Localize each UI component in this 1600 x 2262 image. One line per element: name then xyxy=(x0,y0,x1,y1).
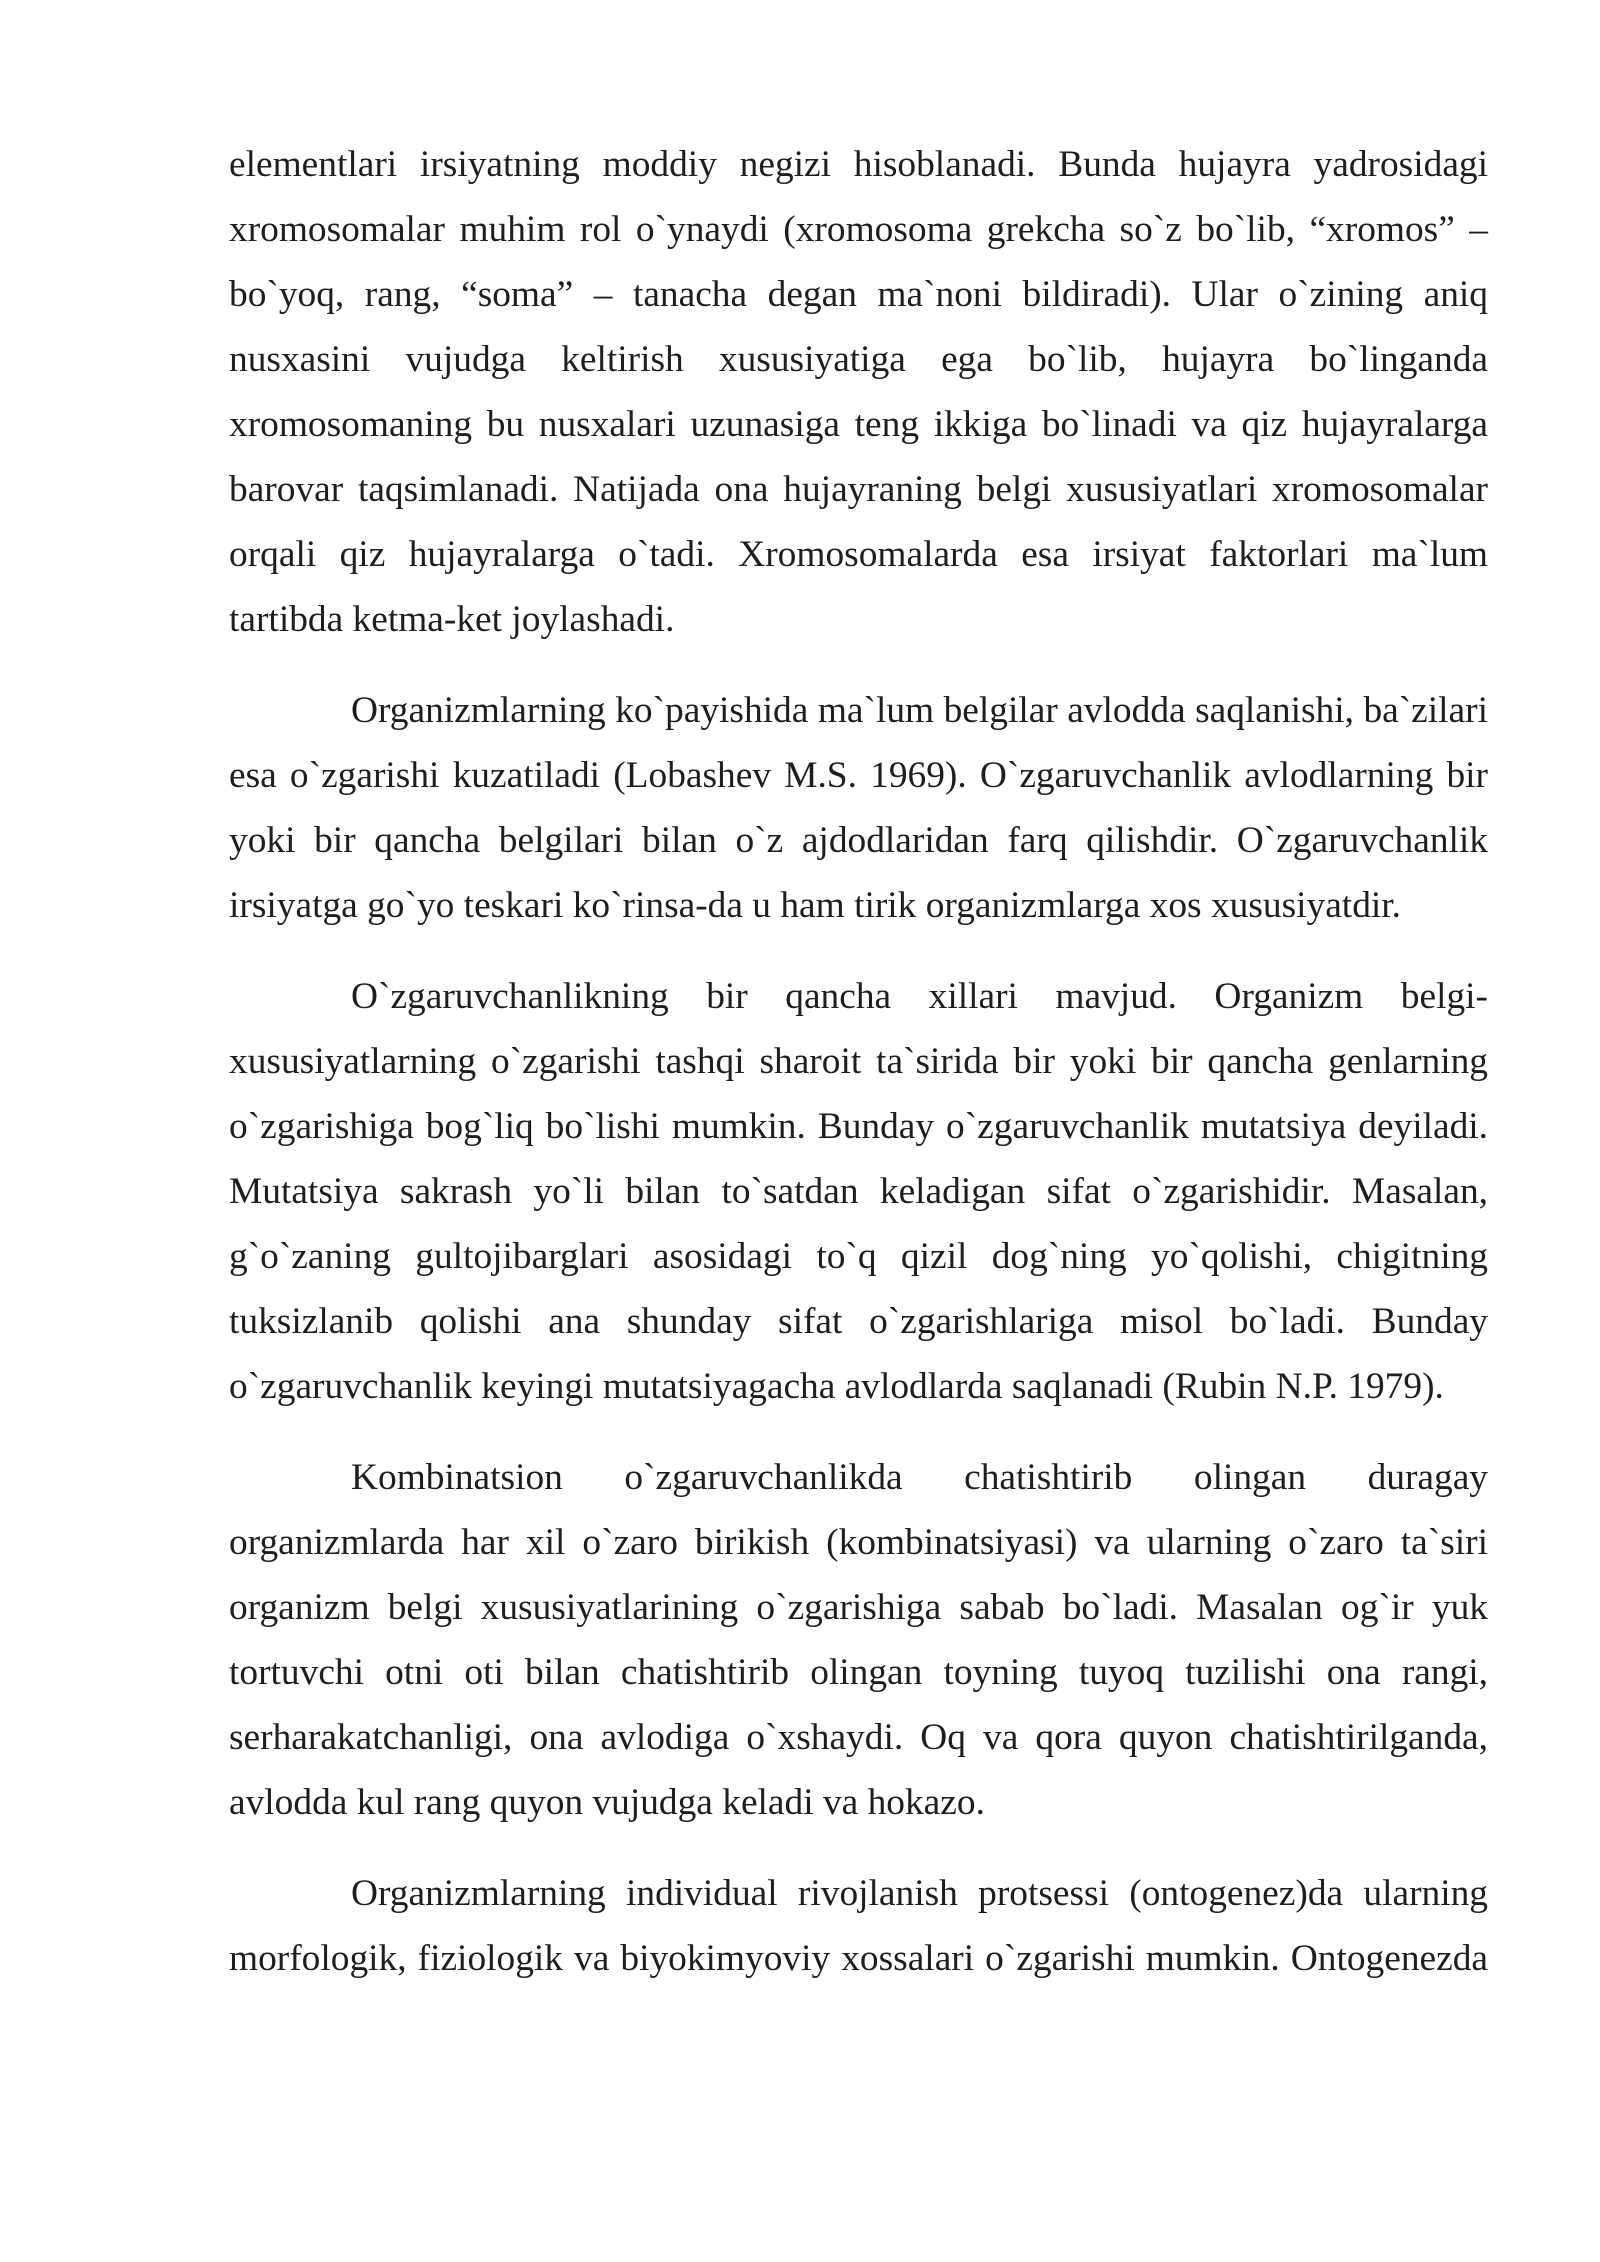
paragraph-combinational-variability: Kombinatsion o`zgaruvchanlikda chatishtirib olingan duragay organizmlarda har xil o`zaro birikish (kombinatsiyasi) va ularning o`zaro ta`siri organizm belgi xususiyatlarining o`zgarishiga sabab bo`ladi. Masalan og`ir yuk tortuvchi otni oti bilan chatishtirib olingan toyning tuyoq tuzilishi ona rangi, serharakatchanligi, ona avlodiga o`xshaydi. Oq va qora quyon chatishtirilganda, avlodda kul rang quyon vujudga keladi va hokazo. xyxy=(229,1457,1488,1823)
paragraph-reproduction-variability: Organizmlarning ko`payishida ma`lum belgilar avlodda saqlanishi, ba`zilari esa o`zgarishi kuzatiladi (Lobashev M.S. 1969). O`zgaruvchanlik avlodlarning bir yoki bir qancha belgilari bilan o`z ajdodlaridan farq qilishdir. O`zgaruvchanlik irsiyatga go`yo teskari ko`rinsa-da u ham tirik organizmlarga xos xususiyatdir. xyxy=(229,690,1488,926)
paragraph-continued: elementlari irsiyatning moddiy negizi hisoblanadi. Bunda hujayra yadrosidagi xromosomalar muhim rol o`ynaydi (xromosoma grekcha so`z bo`lib, “xromos” – bo`yoq, rang, “soma” – tanacha degan ma`noni bildiradi). Ular o`zining aniq nusxasini vujudga keltirish xususiyatiga ega bo`lib, hujayra bo`linganda xromosomaning bu nusxalari uzunasiga teng ikkiga bo`linadi va qiz hujayralarga barovar taqsimlanadi. Natijada ona hujayraning belgi xususiyatlari xromosomalar orqali qiz hujayralarga o`tadi. Xromosomalarda esa irsiyat faktorlari ma`lum tartibda ketma-ket joylashadi. xyxy=(229,144,1488,640)
paragraph-ontogenesis: Organizmlarning individual rivojlanish protsessi (ontogenez)da ularning morfologik, fiziologik va biyokimyoviy xossalari o`zgarishi mumkin. Ontogenezda xyxy=(229,1873,1488,1979)
paragraph-mutation: O`zgaruvchanlikning bir qancha xillari mavjud. Organizm belgi-xususiyatlarning o`zgarishi tashqi sharoit ta`sirida bir yoki bir qancha genlarning o`zgarishiga bog`liq bo`lishi mumkin. Bunday o`zgaruvchanlik mutatsiya deyiladi. Mutatsiya sakrash yo`li bilan to`satdan keladigan sifat o`zgarishidir. Masalan, g`o`zaning gultojibarglari asosidagi to`q qizil dog`ning yo`qolishi, chigitning tuksizlanib qolishi ana shunday sifat o`zgarishlariga misol bo`ladi. Bunday o`zgaruvchanlik keyingi mutatsiyagacha avlodlarda saqlanadi (Rubin N.P. 1979). xyxy=(229,976,1488,1407)
